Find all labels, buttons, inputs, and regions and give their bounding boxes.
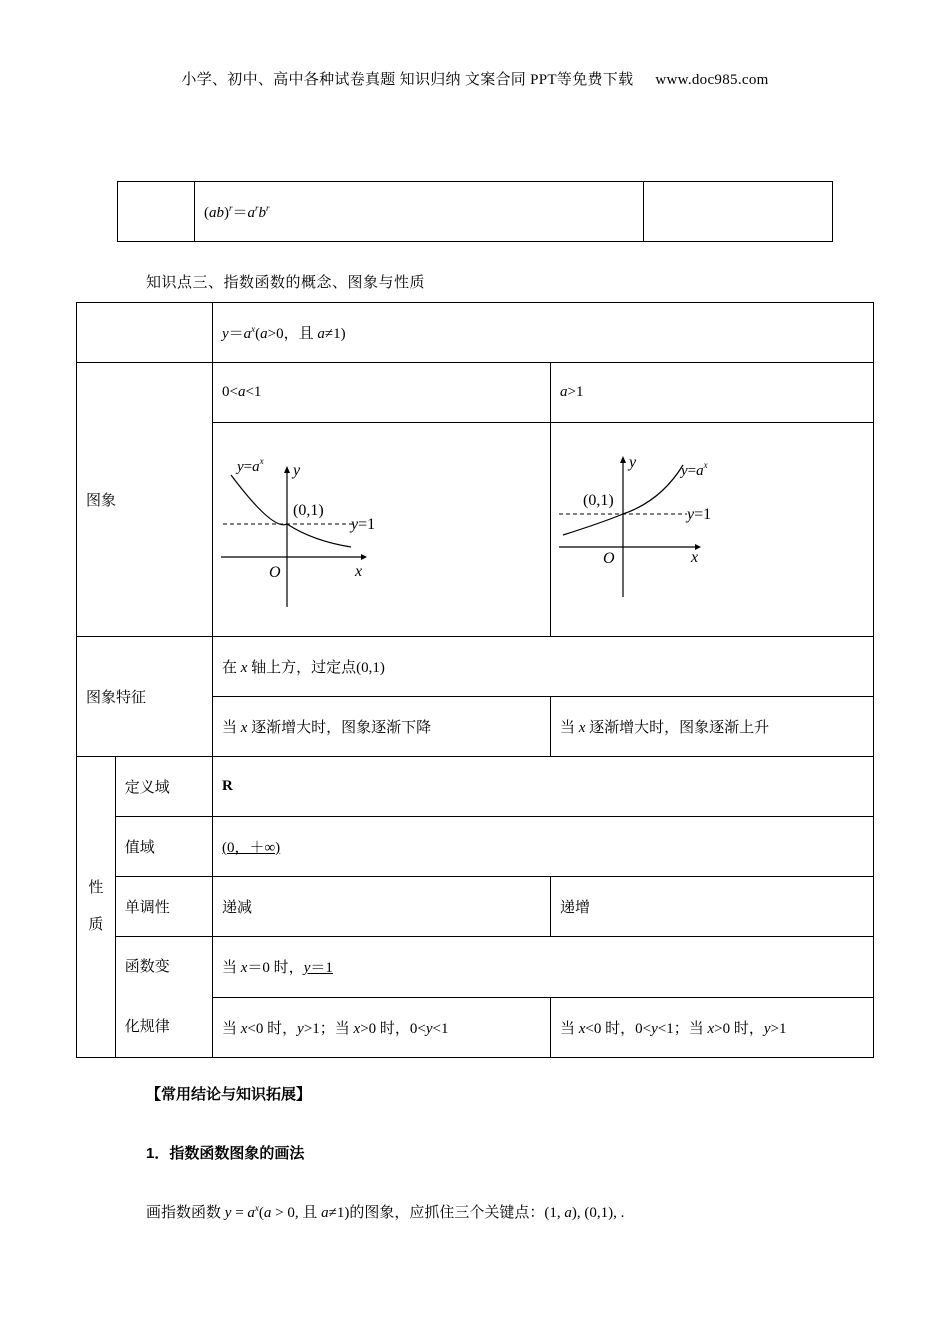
change-label [115,937,212,1058]
empty-cell [118,182,195,242]
range-label: 值域 [115,817,212,877]
extension-heading: 【常用结论与知识拓展】 [146,1086,312,1103]
feature-right: 当 x 逐渐增大时，图象逐渐上升 [550,697,873,757]
point-label: (0,1) [292,502,324,519]
graph-label: 图象 [77,363,213,637]
mono-right: 递增 [550,877,873,937]
curve-label: $y=a^x$ [236,456,264,475]
mono-left: 递减 [212,877,550,937]
item1-title: 1．指数函数图象的画法 [146,1145,305,1162]
line-label: y=1 [686,506,712,523]
x-axis-label: x [354,563,363,580]
origin-label: O [268,564,281,581]
case-left: 0<a<1 [212,363,550,423]
power-rules-table [117,181,833,242]
feature-label: 图象特征 [77,637,213,757]
formula-cell: $(ab)^r=a^rb^r$ [195,182,644,242]
range-value-text: (0，＋∞) [221,840,281,856]
y-axis-label: y [628,454,637,471]
empty-cell [644,182,833,242]
empty-cell [77,303,213,363]
origin-label: O [602,550,615,567]
change-label-2: 化规律 [124,1019,170,1035]
header-url[interactable]: www.doc985.com [655,72,769,88]
change-left: 当 x<0 时，y>1；当 x>0 时，0<y<1 [212,997,550,1058]
item1-text: 画指数函数 $y = a^x(a > 0$, 且 a≠1)的图象，应抓住三个关键点：(1, a), (0,1), . [146,1203,625,1221]
graph-right-cell [550,423,873,637]
graph-increasing [551,423,873,631]
header-text: 小学、初中、高中各种试卷真题 知识归纳 文案合同 PPT等免费下载 [181,72,634,88]
change-label-1: 函数变 [124,959,170,975]
domain-value: R [212,757,873,817]
y-axis-label: y [292,462,301,479]
mono-label: 单调性 [115,877,212,937]
definition-cell: $y=a^x(a>0$，且 a≠1) [212,303,873,363]
exponential-function-table [76,302,874,1058]
property-label: 性 质 [77,757,116,1058]
range-value [212,817,873,877]
feature-left: 当 x 逐渐增大时，图象逐渐下降 [212,697,550,757]
domain-label: 定义域 [115,757,212,817]
feature-common: 在 x 轴上方，过定点(0,1) [212,637,873,697]
line-label: y=1 [350,516,376,533]
graph-decreasing [213,423,550,631]
graph-left-cell [212,423,550,637]
change-common: 当 x＝0 时，y＝1 [212,937,873,998]
change-right: 当 x<0 时，0<y<1；当 x>0 时，y>1 [550,997,873,1058]
curve-label: $y=a^x$ [680,460,708,479]
case-right: a>1 [550,363,873,423]
page-header [0,68,950,89]
point-label: (0,1) [582,492,614,509]
section-title: 知识点三、指数函数的概念、图象与性质 [146,275,426,291]
x-axis-label: x [690,549,699,566]
